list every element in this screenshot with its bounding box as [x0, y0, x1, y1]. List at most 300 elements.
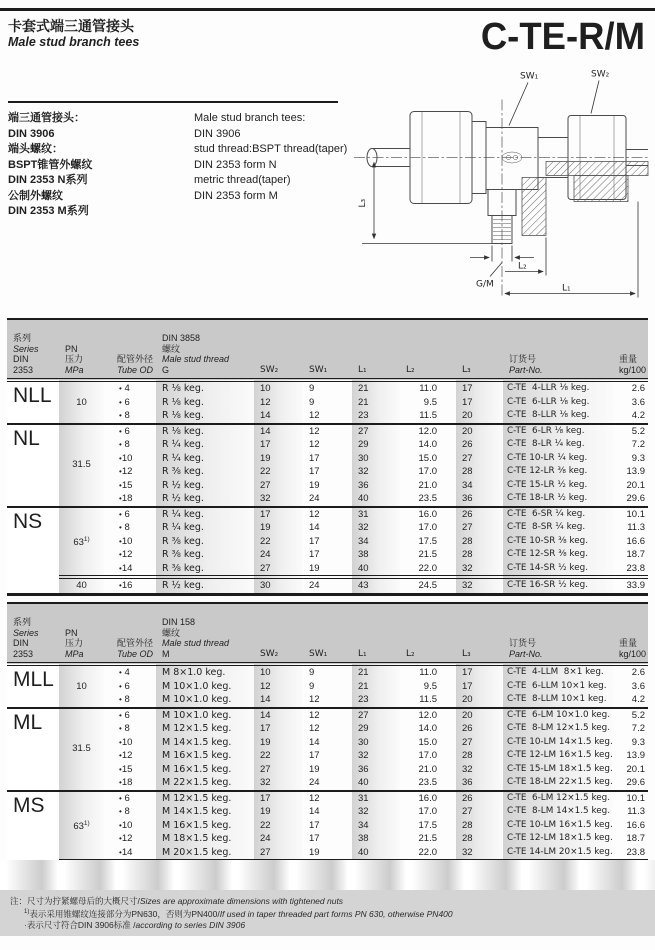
cell-sw1: 24 — [303, 577, 352, 594]
cell-thread: R ½ keg. — [156, 479, 254, 493]
series-label: MLL — [7, 664, 59, 708]
cell-l1: 32 — [352, 805, 400, 819]
intro-line: Male stud branch tees: — [194, 112, 306, 124]
cell-tube-od: •12 — [119, 466, 133, 477]
cell-weight: 10.1 — [613, 507, 648, 522]
cell-l3: 28 — [456, 832, 503, 846]
cell-l1: 40 — [352, 562, 400, 578]
cell-l1: 21 — [352, 396, 400, 410]
cell-part-no: C-TE 12-LM 16×1.5 keg. — [503, 749, 613, 763]
cell-thread: M 20×1.5 keg. — [156, 846, 254, 862]
cell-sw2: 24 — [254, 548, 303, 562]
cell-part-no: C-TE 8-LLR ⅛ keg. — [503, 409, 613, 424]
dim-label-l2: L₂ — [518, 261, 527, 272]
table-row — [7, 409, 648, 424]
cell-l1: 32 — [352, 521, 400, 535]
intro-line: DIN 2353 form N — [194, 158, 277, 171]
product-code: C-TE-R/M — [480, 16, 645, 58]
header-line: 配管外径 — [116, 354, 153, 364]
cell-tube-od: • 6 — [104, 424, 156, 439]
footnote-sup-marker: 1) — [24, 909, 30, 915]
cell-weight: 5.2 — [613, 708, 648, 723]
cell-sw1: 17 — [309, 819, 320, 831]
cell-l3: 17 — [456, 680, 503, 694]
cell-sw2: 27 — [254, 763, 303, 777]
header-line: Tube OD — [117, 648, 153, 659]
intro-divider — [8, 101, 338, 103]
cell-weight: 29.6 — [626, 777, 645, 788]
cell-weight: 13.9 — [626, 750, 645, 761]
cell-part-no: C-TE 6-SR ¼ keg. — [503, 507, 613, 522]
column-header-dim-0 — [254, 319, 303, 380]
cell-thread: R ½ keg. — [156, 577, 254, 594]
cell-sw2: 24 — [254, 832, 303, 846]
table-row — [7, 492, 648, 507]
cell-l2: 17.5 — [418, 535, 437, 547]
column-header-weight — [613, 319, 648, 380]
cell-part-no: C-TE 12-SR ⅜ keg. — [503, 548, 613, 562]
series-label: ML — [7, 708, 59, 791]
cell-tube-od: •18 — [119, 493, 133, 504]
footnote-text-en: according to series DIN 3906 — [135, 919, 246, 930]
cell-l3: 36 — [456, 776, 503, 791]
cell-l3: 32 — [456, 763, 503, 777]
page-title-cn: 卡套式端三通管接头 — [8, 18, 134, 34]
table-row — [7, 521, 648, 535]
cell-sw1: 12 — [303, 507, 352, 522]
cell-weight: 5.2 — [613, 424, 648, 439]
cell-tube-od: • 4 — [119, 383, 130, 394]
cell-tube-od: • 8 — [119, 410, 130, 421]
bullet-mark: • — [119, 523, 122, 532]
cell-l2: 23.5 — [418, 777, 437, 788]
cell-l3: 17 — [456, 664, 503, 680]
cell-l2: 15.0 — [418, 736, 437, 748]
column-header-pn — [59, 603, 104, 664]
cell-thread: R ⅜ keg. — [156, 562, 254, 578]
cell-sw1: 14 — [309, 806, 320, 817]
cell-part-no: C-TE 10-SR ⅜ keg. — [503, 535, 613, 549]
cell-tube-od: •12 — [119, 750, 133, 761]
table-row — [7, 380, 648, 396]
pn-value: 31.5 — [59, 708, 104, 791]
column-header-dim-3 — [400, 319, 456, 380]
din158-table — [7, 602, 648, 880]
table-row — [7, 791, 648, 806]
table-row — [7, 722, 648, 736]
column-header-tube-od — [104, 603, 156, 664]
cell-l1: 34 — [352, 819, 400, 833]
header-line: Male stud thread — [162, 638, 230, 648]
column-header-thread — [156, 319, 254, 380]
cell-thread: R ¼ keg. — [156, 521, 254, 535]
bullet-mark: • — [119, 426, 122, 436]
footnote-text-cn: 表示尺寸符合DIN 3906标准 / — [26, 919, 136, 930]
leader-sw1 — [509, 83, 528, 126]
cell-l2: 11.5 — [419, 410, 437, 421]
column-header-tube-od — [104, 319, 156, 380]
cell-l2: 21.5 — [418, 549, 437, 560]
table-header-row — [7, 319, 648, 380]
table-row — [7, 479, 648, 493]
cell-l1: 27 — [352, 424, 400, 439]
cell-part-no: C-TE 10-LR ¼ keg. — [503, 452, 613, 466]
cell-tube-od: •15 — [119, 479, 133, 491]
intro-line: 端头螺纹： — [8, 143, 63, 155]
table-row — [7, 846, 648, 862]
header-line: PN — [65, 627, 78, 638]
bullet-mark: • — [119, 411, 122, 420]
cell-sw1: 12 — [309, 439, 320, 450]
cell-l2: 22.0 — [418, 846, 437, 858]
header-line: Tube OD — [117, 364, 153, 375]
table-row — [7, 396, 648, 410]
cell-tube-od: •10 — [119, 535, 133, 547]
table-row — [7, 819, 648, 833]
cell-l2: 11.5 — [419, 694, 437, 705]
cell-l3: 28 — [456, 465, 503, 479]
column-header-part-no — [503, 319, 613, 380]
bullet-mark: • — [119, 494, 122, 503]
cell-l1: 31 — [352, 791, 400, 806]
cell-part-no: C-TE 10-LM 16×1.5 keg. — [503, 819, 613, 833]
cell-sw2: 10 — [254, 380, 303, 396]
header-line: SW₁ — [309, 648, 328, 659]
cell-thread: M 16×1.5 keg. — [156, 819, 254, 833]
cell-sw1: 17 — [309, 466, 320, 477]
cell-l3: 20 — [456, 409, 503, 424]
intro-line: DIN 2353 form M — [194, 189, 278, 202]
cell-sw1: 9 — [309, 383, 315, 394]
cell-sw1: 14 — [309, 522, 320, 533]
cell-weight: 7.2 — [631, 723, 645, 734]
header-line: 压力 — [65, 354, 84, 364]
cell-thread: M 18×1.5 keg. — [156, 832, 254, 846]
cell-l2: 14.0 — [418, 723, 437, 734]
table-row — [7, 693, 648, 708]
cell-weight: 33.9 — [613, 577, 648, 594]
column-header-dim-2 — [352, 603, 400, 664]
table-head — [7, 319, 648, 380]
column-header-dim-1 — [303, 603, 352, 664]
intro-line: 公制外螺纹 — [8, 189, 63, 202]
cell-sw2: 12 — [254, 396, 303, 410]
cell-l1: 36 — [352, 763, 400, 777]
cell-weight: 11.3 — [627, 522, 645, 533]
cell-l2: 17.0 — [418, 522, 437, 533]
cell-sw2: 17 — [254, 791, 303, 806]
footnote-marker: 注： — [10, 896, 28, 906]
cell-part-no: C-TE 8-LR ¼ keg. — [503, 438, 613, 452]
cell-sw2: 27 — [254, 479, 303, 493]
header-line: 螺纹 — [162, 627, 181, 638]
cell-l3: 20 — [456, 424, 503, 439]
pn-value: 10 — [59, 380, 104, 424]
cell-thread: R ⅜ keg. — [156, 465, 254, 479]
table-row — [7, 438, 648, 452]
cell-sw1: 9 — [309, 667, 315, 678]
section-wall — [546, 162, 648, 176]
table-row — [7, 805, 648, 819]
cell-sw2: 14 — [254, 708, 303, 723]
cell-l2: 11.0 — [419, 667, 437, 678]
cell-part-no: C-TE 10-LM 14×1.5 keg. — [503, 736, 613, 750]
cell-tube-od: • 6 — [119, 396, 130, 408]
cell-part-no: C-TE 16-SR ½ keg. — [503, 577, 613, 594]
cell-part-no: C-TE 15-LR ½ keg. — [503, 479, 613, 493]
cell-l1: 21 — [352, 380, 400, 396]
cell-thread: M 14×1.5 keg. — [156, 736, 254, 750]
dim-label-l3: L₃ — [358, 198, 368, 208]
cell-l2: 16.0 — [400, 507, 456, 522]
cell-sw2: 22 — [254, 819, 303, 833]
header-line: kg/100 — [619, 648, 647, 659]
column-header-dim-4 — [456, 319, 503, 380]
cell-sw1: 24 — [309, 493, 320, 504]
cell-thread: M 14×1.5 keg. — [156, 805, 254, 819]
cell-sw1: 17 — [309, 452, 320, 464]
cell-l2: 12.0 — [400, 424, 456, 439]
cell-thread: R ⅜ keg. — [156, 535, 254, 549]
cell-tube-od: •10 — [119, 452, 133, 464]
cell-sw2: 19 — [254, 521, 303, 535]
cell-weight: 29.6 — [626, 493, 645, 504]
cell-tube-od: • 8 — [119, 723, 130, 734]
cell-sw1: 24 — [309, 777, 320, 788]
header-line: MPa — [65, 364, 84, 375]
din3858-table — [7, 318, 648, 596]
bullet-mark: • — [119, 724, 122, 733]
cell-thread: R ¼ keg. — [156, 452, 254, 466]
cell-thread: R ⅜ keg. — [156, 548, 254, 562]
intro-line: 端三通管接头： — [8, 112, 85, 124]
cell-l1: 40 — [352, 492, 400, 507]
intro-english — [194, 111, 360, 220]
cell-l3: 28 — [456, 749, 503, 763]
bullet-mark: • — [119, 778, 122, 787]
header-line: MPa — [65, 648, 84, 659]
bullet-mark: • — [119, 695, 122, 704]
dim-label-sw2: SW₂ — [591, 69, 610, 80]
intro-line: BSPT锥管外螺纹 — [8, 158, 93, 171]
cell-l3: 27 — [456, 736, 503, 750]
header-line: 订货号 — [509, 638, 537, 648]
cell-sw2: 32 — [254, 776, 303, 791]
cell-l1: 38 — [352, 548, 400, 562]
cell-weight: 2.6 — [631, 383, 645, 394]
bullet-mark: • — [119, 847, 122, 857]
cell-weight: 20.1 — [626, 763, 645, 775]
cell-l3: 32 — [456, 562, 503, 578]
cell-weight: 9.3 — [631, 736, 645, 748]
footnote-line — [24, 920, 655, 931]
table-row — [7, 452, 648, 466]
header-line: L₂ — [406, 364, 415, 375]
cell-l2: 21.0 — [418, 763, 437, 775]
bullet-mark: • — [119, 550, 122, 559]
cell-l2: 15.0 — [418, 452, 437, 464]
cell-sw2: 19 — [254, 736, 303, 750]
header-line: kg/100 — [619, 364, 647, 375]
cell-part-no: C-TE 12-LR ⅜ keg. — [503, 465, 613, 479]
cell-l2: 22.0 — [418, 562, 437, 574]
cell-l3: 32 — [456, 846, 503, 862]
cell-l3: 26 — [456, 722, 503, 736]
header-line: 压力 — [65, 638, 84, 648]
cell-l1: 23 — [352, 409, 400, 424]
column-header-dim-0 — [254, 603, 303, 664]
cell-part-no: C-TE 6-LM 12×1.5 keg. — [503, 791, 613, 806]
cell-part-no: C-TE 15-LM 18×1.5 keg. — [503, 763, 613, 777]
cell-l3: 27 — [456, 805, 503, 819]
cell-sw2: 19 — [254, 452, 303, 466]
cell-l1: 31 — [352, 507, 400, 522]
page-header — [8, 18, 645, 56]
table-row — [7, 763, 648, 777]
bullet-mark: • — [119, 681, 122, 691]
header-line: 重量 — [619, 638, 638, 648]
cell-l2: 14.0 — [418, 439, 437, 450]
header-line: 系列 — [13, 333, 32, 343]
cell-l2: 24.5 — [400, 577, 456, 594]
header-line: Male stud thread — [162, 354, 230, 364]
intro-line: DIN 2353 M系列 — [8, 205, 89, 217]
cell-sw1: 17 — [309, 833, 320, 844]
table-row — [7, 708, 648, 723]
cell-tube-od: • 6 — [104, 708, 156, 723]
branch-section — [522, 178, 546, 236]
cell-l1: 40 — [352, 846, 400, 862]
header-line: L₃ — [462, 364, 471, 375]
cell-part-no: C-TE 6-LLR ⅛ keg. — [503, 396, 613, 410]
cell-l2: 21.0 — [418, 479, 437, 491]
table-row — [7, 736, 648, 750]
series-label: NL — [7, 424, 59, 507]
cell-part-no: C-TE 14-LM 20×1.5 keg. — [503, 846, 613, 862]
cell-sw2: 17 — [254, 438, 303, 452]
pn-value: 63$^{1)}$ — [59, 791, 104, 862]
bullet-mark: • — [119, 480, 122, 490]
cell-part-no: C-TE 18-LM 22×1.5 keg. — [503, 776, 613, 791]
header-line: DIN — [13, 638, 29, 648]
cell-sw1: 12 — [303, 791, 352, 806]
header-line: DIN — [13, 354, 29, 364]
cell-thread: M 12×1.5 keg. — [156, 791, 254, 806]
cell-tube-od: •18 — [119, 777, 133, 788]
cell-l2: 17.0 — [418, 466, 437, 477]
cell-weight: 7.2 — [631, 439, 645, 450]
dim-label-l1: L₁ — [562, 283, 571, 294]
cell-part-no: C-TE 6-LLM 10×1 keg. — [503, 680, 613, 694]
cell-part-no: C-TE 8-SR ¼ keg. — [503, 521, 613, 535]
cell-part-no: C-TE 8-LLM 10×1 keg. — [503, 693, 613, 708]
cell-l3: 20 — [456, 708, 503, 723]
cell-weight: 2.6 — [631, 667, 645, 678]
cell-thread: R ¼ keg. — [156, 507, 254, 522]
cell-sw2: 32 — [254, 492, 303, 507]
cell-weight: 18.7 — [626, 833, 645, 844]
fitting-diagram — [352, 64, 652, 312]
cell-sw1: 12 — [309, 410, 320, 421]
cell-sw1: 19 — [309, 562, 320, 574]
cell-sw1: 17 — [309, 750, 320, 761]
cell-l2: 11.0 — [419, 383, 437, 394]
cell-weight: 4.2 — [631, 410, 645, 421]
cell-sw2: 27 — [254, 846, 303, 862]
cell-sw2: 14 — [254, 693, 303, 708]
cell-l3: 26 — [456, 791, 503, 806]
header-line: 螺纹 — [162, 343, 181, 354]
cell-sw1: 17 — [309, 549, 320, 560]
bullet-mark: • — [119, 397, 122, 407]
header-line: SW₂ — [260, 364, 279, 375]
cell-thread: M 10×1.0 keg. — [156, 680, 254, 694]
cell-thread: R ⅛ keg. — [156, 424, 254, 439]
header-line: SW₁ — [309, 364, 328, 375]
leader-sw2 — [591, 81, 599, 114]
footnote-text-en: If used in taper threaded part forms PN 630, otherwise PN400 — [219, 908, 453, 919]
cell-tube-od: • 6 — [104, 791, 156, 806]
cell-thread: M 8×1.0 keg. — [156, 664, 254, 680]
cell-thread: R ⅛ keg. — [156, 380, 254, 396]
cell-l1: 40 — [352, 776, 400, 791]
cell-weight: 3.6 — [631, 396, 645, 408]
pn-value: 10 — [59, 664, 104, 708]
footnotes — [0, 890, 655, 936]
bullet-mark: • — [119, 764, 122, 774]
column-header-weight — [613, 603, 648, 664]
bullet-mark: • — [119, 467, 122, 476]
bullet-mark: • — [119, 384, 122, 393]
cell-l1: 43 — [352, 577, 400, 594]
cell-part-no: C-TE 8-LM 12×1.5 keg. — [503, 722, 613, 736]
column-header-part-no — [503, 603, 613, 664]
footnote-line — [24, 907, 655, 920]
cell-part-no: C-TE 6-LR ⅛ keg. — [503, 424, 613, 439]
cell-l3: 27 — [456, 521, 503, 535]
bullet-mark: • — [119, 710, 122, 720]
cell-sw1: 14 — [309, 736, 320, 748]
header-line: L₂ — [406, 648, 415, 659]
cell-tube-od: • 8 — [119, 806, 130, 817]
cell-tube-od: • 6 — [104, 507, 156, 522]
cell-thread: R ½ keg. — [156, 492, 254, 507]
bullet-mark: • — [119, 834, 122, 843]
column-header-thread — [156, 603, 254, 664]
table-row — [7, 776, 648, 791]
table-row — [7, 535, 648, 549]
series-label: NLL — [7, 380, 59, 424]
cell-part-no: C-TE 12-LM 18×1.5 keg. — [503, 832, 613, 846]
cell-l2: 9.5 — [423, 680, 437, 692]
header-line: M — [162, 648, 170, 659]
header-line: Part-No. — [509, 648, 543, 659]
column-header-dim-4 — [456, 603, 503, 664]
header-line: L₁ — [358, 364, 367, 375]
cell-part-no: C-TE 8-LM 14×1.5 keg. — [503, 805, 613, 819]
header-line: PN — [65, 343, 78, 354]
intro-line: DIN 3906 — [194, 127, 241, 140]
cell-thread: M 12×1.5 keg. — [156, 722, 254, 736]
cell-l3: 17 — [456, 396, 503, 410]
cell-tube-od: • 8 — [119, 522, 130, 533]
cell-l2: 12.0 — [400, 708, 456, 723]
cell-l3: 17 — [456, 380, 503, 396]
header-line: Series — [13, 343, 39, 354]
bullet-mark: • — [119, 737, 122, 747]
cell-tube-od: • 6 — [119, 680, 130, 692]
cell-weight: 16.6 — [626, 819, 645, 831]
